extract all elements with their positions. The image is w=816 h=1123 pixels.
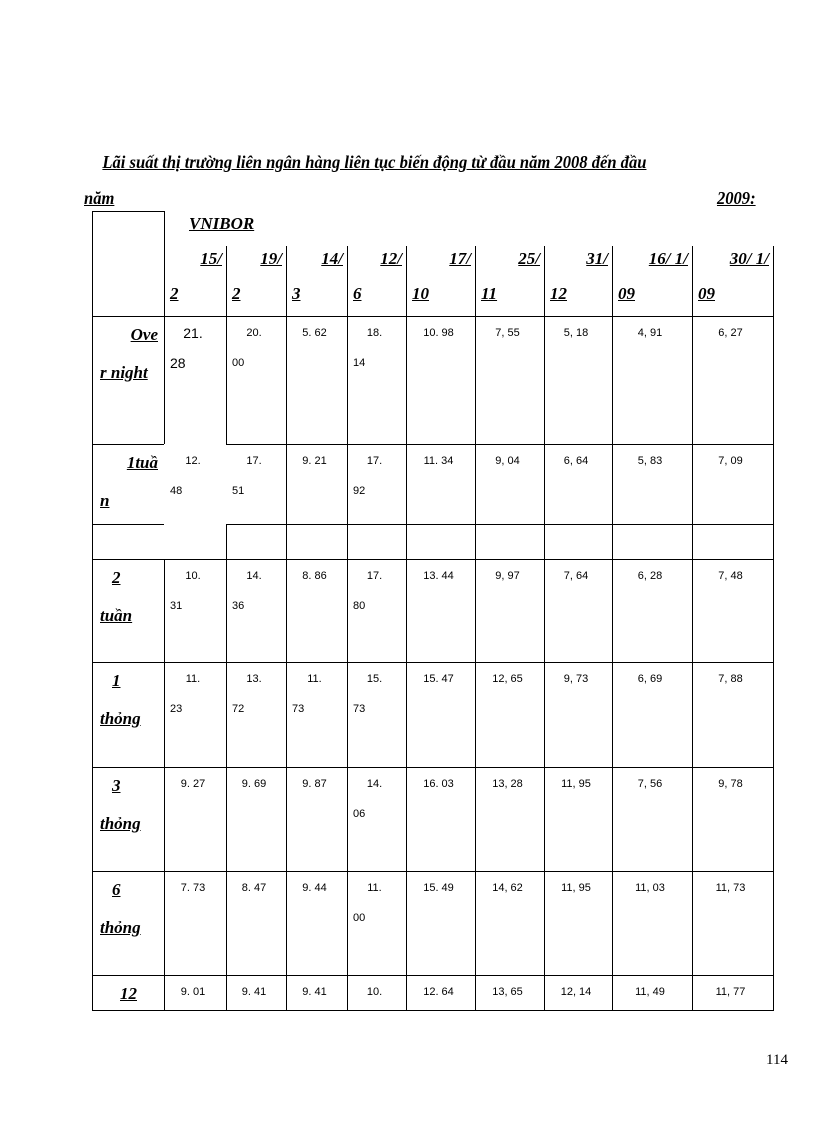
caption-year-2009: 2009: xyxy=(716,188,756,208)
data-cell xyxy=(618,446,682,476)
data-cell xyxy=(412,769,465,799)
data-cell xyxy=(698,446,763,476)
row-line-1 xyxy=(226,444,773,445)
cell-value-part: 7, 64 xyxy=(563,570,589,582)
cell-value-part: 8. 47 xyxy=(241,882,267,894)
table-caption xyxy=(84,144,756,216)
cell-value-part: 7, 48 xyxy=(718,570,743,582)
cell-value-part: 15. 47 xyxy=(423,673,454,685)
cell-value-part: 6, 27 xyxy=(718,327,743,339)
row-label-part: thỏng xyxy=(100,814,141,833)
row-line-header xyxy=(164,316,773,317)
cell-value-part: 15. 49 xyxy=(423,882,454,894)
data-cell xyxy=(481,664,534,694)
data-cell xyxy=(232,873,276,903)
data-cell xyxy=(232,446,276,506)
data-cell xyxy=(292,873,337,903)
cell-value-part: 12. xyxy=(185,455,201,467)
data-cell xyxy=(292,977,337,1007)
cell-value-part: 28 xyxy=(170,355,186,371)
col-line xyxy=(612,246,613,1010)
data-cell xyxy=(170,318,216,378)
cell-value-part: 11. xyxy=(185,673,201,685)
row-label xyxy=(100,316,158,392)
cell-value-part: 7, 55 xyxy=(495,327,520,339)
data-cell xyxy=(232,769,276,799)
cell-value-part: 73 xyxy=(353,703,366,715)
row-label-part: 3 xyxy=(112,776,121,795)
date-header-top: 19/ xyxy=(260,249,282,268)
data-cell xyxy=(353,318,396,378)
data-cell xyxy=(292,446,337,476)
data-cell xyxy=(353,561,396,621)
cell-value-part: 9, 04 xyxy=(495,455,520,467)
row-label xyxy=(100,559,158,635)
data-cell xyxy=(550,769,602,799)
data-cell xyxy=(412,561,465,591)
data-cell xyxy=(698,664,763,694)
date-header-top: 31/ xyxy=(586,249,608,268)
cell-value-part: 18. xyxy=(366,327,383,339)
cell-value-part: 9. 01 xyxy=(180,986,206,998)
row-label-part: 1tuầ xyxy=(126,453,158,472)
row-label-part: r night xyxy=(100,363,148,382)
caption-line-1: Lãi suất thị trường liên ngân hàng liên tục biến động từ đầu năm 2008 đến đầu xyxy=(102,152,647,172)
cell-value-part: 12, 14 xyxy=(560,986,592,998)
cell-value-part: 10. xyxy=(366,986,383,998)
data-cell xyxy=(353,873,396,933)
data-cell xyxy=(353,977,396,1007)
date-header-top: 17/ xyxy=(449,249,471,268)
data-cell xyxy=(353,664,396,724)
cell-value-part: 23 xyxy=(170,703,183,715)
cell-value-part: 13, 65 xyxy=(492,986,523,998)
row-label xyxy=(100,975,158,1013)
data-cell xyxy=(481,446,534,476)
date-header-top: 12/ xyxy=(380,249,402,268)
cell-value-part: 72 xyxy=(232,703,245,715)
col-line xyxy=(692,246,693,1010)
data-cell xyxy=(353,446,396,506)
data-cell xyxy=(232,664,276,724)
cell-value-part: 14, 62 xyxy=(492,882,523,894)
cell-value-part: 31 xyxy=(170,600,183,612)
cell-value-part: 73 xyxy=(292,703,305,715)
cell-value-part: 11. xyxy=(307,673,322,685)
date-header-top: 14/ xyxy=(321,249,343,268)
cell-value-part: 80 xyxy=(353,600,366,612)
data-cell xyxy=(481,977,534,1007)
cell-value-part: 92 xyxy=(353,485,366,497)
cell-value-part: 17. xyxy=(246,455,262,467)
row-label-part: thỏng xyxy=(100,918,141,937)
data-cell xyxy=(698,873,763,903)
col-line-label-bottom xyxy=(164,559,165,1010)
col-line-2-bottom xyxy=(226,524,227,1010)
table-border-left xyxy=(92,211,93,1010)
cell-value-part: 6, 64 xyxy=(563,455,589,467)
data-cell xyxy=(618,561,682,591)
cell-value-part: 14. xyxy=(366,778,383,790)
data-cell xyxy=(170,561,216,621)
row-label-part: tuần xyxy=(100,606,133,625)
date-header-top: 16/ 1/ xyxy=(648,249,688,268)
data-cell xyxy=(353,769,396,829)
cell-value-part: 7, 09 xyxy=(718,455,743,467)
cell-value-part: 11, 95 xyxy=(561,778,591,790)
cell-value-part: 5, 18 xyxy=(563,327,589,339)
cell-value-part: 7, 88 xyxy=(718,673,743,685)
data-cell xyxy=(550,446,602,476)
row-label xyxy=(100,767,158,843)
cell-value-part: 11, 73 xyxy=(715,882,746,894)
date-header-top: 30/ 1/ xyxy=(729,249,769,268)
data-cell xyxy=(232,977,276,1007)
cell-value-part: 15. xyxy=(366,673,383,685)
data-cell xyxy=(550,318,602,348)
data-cell xyxy=(170,977,216,1007)
data-cell xyxy=(618,873,682,903)
row-line-2-left xyxy=(92,524,164,525)
row-line xyxy=(92,559,773,560)
cell-value-part: 8. 86 xyxy=(302,570,327,582)
date-header-bottom: 6 xyxy=(353,284,362,303)
cell-value-part: 36 xyxy=(232,600,245,612)
cell-value-part: 14 xyxy=(353,357,366,369)
row-label-part: 2 xyxy=(112,568,121,587)
cell-value-part: 9, 78 xyxy=(718,778,743,790)
data-cell xyxy=(292,664,337,724)
cell-value-part: 9. 41 xyxy=(241,986,267,998)
date-header-bottom: 12 xyxy=(550,284,567,303)
data-cell xyxy=(618,769,682,799)
data-cell xyxy=(412,977,465,1007)
date-header-top: 25/ xyxy=(518,249,540,268)
data-cell xyxy=(481,769,534,799)
data-cell xyxy=(698,769,763,799)
date-header-bottom: 2 xyxy=(170,284,179,303)
cell-value-part: 06 xyxy=(353,808,366,820)
cell-value-part: 5, 83 xyxy=(637,455,663,467)
data-cell xyxy=(481,561,534,591)
page-number: 114 xyxy=(766,1052,788,1068)
cell-value-part: 6, 28 xyxy=(637,570,663,582)
cell-value-part: 6, 69 xyxy=(637,673,663,685)
data-cell xyxy=(481,873,534,903)
data-cell xyxy=(550,561,602,591)
cell-value-part: 48 xyxy=(170,485,183,497)
cell-value-part: 9, 97 xyxy=(495,570,520,582)
data-cell xyxy=(412,873,465,903)
row-line xyxy=(92,767,773,768)
data-cell xyxy=(292,561,337,591)
data-cell xyxy=(550,873,602,903)
cell-value-part: 9. 69 xyxy=(241,778,267,790)
data-cell xyxy=(170,769,216,799)
col-line xyxy=(406,246,407,1010)
col-line xyxy=(544,246,545,1010)
data-cell xyxy=(170,873,216,903)
row-label-part: n xyxy=(100,491,110,510)
cell-value-part: 9. 44 xyxy=(302,882,327,894)
data-cell xyxy=(412,446,465,476)
date-header-bottom: 09 xyxy=(618,284,635,303)
date-header-bottom: 11 xyxy=(481,284,498,303)
cell-value-part: 10. xyxy=(185,570,201,582)
data-cell xyxy=(170,446,216,506)
date-header-bottom: 2 xyxy=(232,284,241,303)
data-cell xyxy=(618,318,682,348)
row-label-part: 6 xyxy=(112,880,121,899)
row-line xyxy=(92,975,773,976)
cell-value-part: 11. xyxy=(367,882,382,894)
caption-word-year: năm xyxy=(84,188,115,208)
data-cell xyxy=(170,664,216,724)
row-label-part: 12 xyxy=(120,984,137,1003)
date-header-bottom: 3 xyxy=(292,284,301,303)
col-line xyxy=(475,246,476,1010)
row-line xyxy=(92,871,773,872)
col-line-2-top xyxy=(226,246,227,444)
cell-value-part: 14. xyxy=(246,570,262,582)
cell-value-part: 21. xyxy=(183,325,203,341)
data-cell xyxy=(412,664,465,694)
col-line-label-top xyxy=(164,211,165,316)
row-label-part: thỏng xyxy=(100,709,141,728)
cell-value-part: 00 xyxy=(232,357,245,369)
cell-value-part: 5. 62 xyxy=(302,327,327,339)
cell-value-part: 00 xyxy=(353,912,366,924)
cell-value-part: 12. 64 xyxy=(423,986,454,998)
cell-value-part: 10. 98 xyxy=(423,327,454,339)
date-header-bottom: 10 xyxy=(412,284,429,303)
row-line xyxy=(92,662,773,663)
date-header-bottom: 09 xyxy=(698,284,715,303)
cell-value-part: 12, 65 xyxy=(492,673,523,685)
cell-value-part: 11, 49 xyxy=(635,986,665,998)
cell-value-part: 9. 21 xyxy=(302,455,327,467)
col-line-label-r1 xyxy=(164,316,165,444)
col-line xyxy=(286,246,287,1010)
data-cell xyxy=(412,318,465,348)
cell-value-part: 11, 95 xyxy=(561,882,591,894)
cell-value-part: 13. 44 xyxy=(423,570,454,582)
cell-value-part: 4, 91 xyxy=(637,327,663,339)
data-cell xyxy=(550,977,602,1007)
data-cell xyxy=(618,664,682,694)
row-label xyxy=(100,662,158,738)
cell-value-part: 16. 03 xyxy=(423,778,454,790)
data-cell xyxy=(698,561,763,591)
cell-value-part: 11. 34 xyxy=(423,455,454,467)
cell-value-part: 9. 27 xyxy=(180,778,206,790)
cell-value-part: 7, 56 xyxy=(637,778,663,790)
cell-value-part: 13. xyxy=(246,673,262,685)
cell-value-part: 7. 73 xyxy=(180,882,206,894)
data-cell xyxy=(698,318,763,348)
cell-value-part: 9. 87 xyxy=(302,778,327,790)
cell-value-part: 17. xyxy=(366,455,383,467)
table-border-bottom xyxy=(92,1010,774,1011)
row-label-part: 1 xyxy=(112,671,121,690)
row-label-part: Ove xyxy=(130,325,158,344)
data-cell xyxy=(292,769,337,799)
vnibor-header: VNIBOR xyxy=(189,214,255,233)
cell-value-part: 9, 73 xyxy=(563,673,589,685)
data-cell xyxy=(232,561,276,621)
row-label xyxy=(100,444,158,520)
data-cell xyxy=(550,664,602,694)
data-cell xyxy=(618,977,682,1007)
table-border-top-stub xyxy=(92,211,164,212)
cell-value-part: 9. 41 xyxy=(302,986,327,998)
data-cell xyxy=(698,977,763,1007)
data-cell xyxy=(481,318,534,348)
cell-value-part: 11, 03 xyxy=(635,882,665,894)
cell-value-part: 17. xyxy=(366,570,383,582)
cell-value-part: 11, 77 xyxy=(715,986,746,998)
vnibor-table xyxy=(92,211,773,1010)
table-border-right xyxy=(773,246,774,1010)
cell-value-part: 51 xyxy=(232,485,245,497)
col-line xyxy=(347,246,348,1010)
data-cell xyxy=(292,318,337,348)
data-cell xyxy=(232,318,276,378)
row-label xyxy=(100,871,158,947)
cell-value-part: 20. xyxy=(246,327,262,339)
cell-value-part: 13, 28 xyxy=(492,778,523,790)
row-line-2 xyxy=(226,524,773,525)
date-header-top: 15/ xyxy=(200,249,222,268)
